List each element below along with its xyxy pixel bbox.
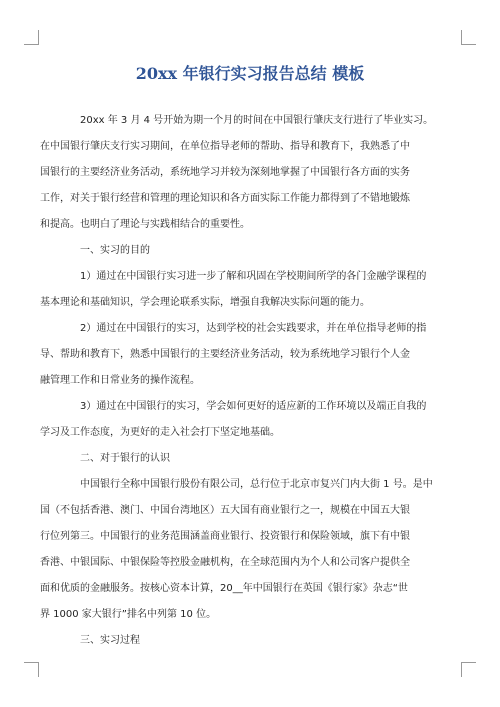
section-heading	[60, 446, 444, 472]
text-line: 20xx 年 3 月 4 号开始为期一个月的时间在中国银行肇庆支行进行了毕业实习。	[80, 115, 434, 126]
text-line: 中国银行全称中国银行股份有限公司，总行位于北京市复兴门内大街 1 号。是中	[80, 479, 433, 490]
text-line: 工作，对关于银行经营和管理的理论知识和各方面实际工作能力都得到了不错地锻炼	[40, 193, 410, 204]
crop-mark-bottom-left	[24, 662, 39, 677]
paragraph	[40, 108, 444, 238]
paragraph	[40, 264, 444, 316]
text-line: 二、对于银行的认识	[80, 453, 170, 464]
text-line: 香港、中银国际、中银保险等控股金融机构，在全球范围内为个人和公司客户提供全	[40, 557, 410, 568]
crop-mark-top-left	[24, 30, 39, 45]
text-line: 和提高。也明白了理论与实践相结合的重要性。	[40, 219, 250, 230]
crop-mark-top-right	[461, 30, 476, 45]
text-line: 一、实习的目的	[80, 245, 150, 256]
text-line: 界 1000 家大银行”排名中列第 10 位。	[40, 609, 217, 620]
text-line: 国（不包括香港、澳门、中国台湾地区）五大国有商业银行之一，规模在中国五大银	[40, 505, 410, 516]
text-line: 国银行的主要经济业务活动，系统地学习并较为深刻地掌握了中国银行各方面的实务	[40, 167, 410, 178]
paragraph	[40, 316, 444, 394]
text-line: 行位列第三。中国银行的业务范围涵盖商业银行、投资银行和保险领域，旗下有中银	[40, 531, 410, 542]
text-line: 基本理论和基础知识，学会理论联系实际，增强自我解决实际问题的能力。	[40, 297, 370, 308]
text-line: 学习及工作态度，为更好的走入社会打下坚定地基础。	[40, 427, 280, 438]
text-line: 在中国银行肇庆支行实习期间，在单位指导老师的帮助、指导和教育下，我熟悉了中	[40, 141, 410, 152]
paragraph	[40, 472, 444, 628]
text-line: 融管理工作和日常业务的操作流程。	[40, 375, 200, 386]
text-line: 导、帮助和教育下，熟悉中国银行的主要经济业务活动，较为系统地学习银行个人金	[40, 349, 410, 360]
text-line: 面和优质的金融服务。按核心资本计算，20__年中国银行在英国《银行家》杂志“世	[40, 583, 408, 594]
paragraph	[40, 394, 444, 446]
text-line: 1）通过在中国银行实习进一步了解和巩固在学校期间所学的各门金融学课程的	[80, 271, 427, 282]
crop-mark-bottom-right	[461, 662, 476, 677]
text-line: 三、实习过程	[80, 635, 140, 646]
document-title: 20xx 年银行实习报告总结 模板	[135, 64, 365, 83]
document-body	[40, 108, 444, 654]
section-heading	[60, 628, 444, 654]
text-line: 3）通过在中国银行的实习，学会如何更好的适应新的工作环境以及端正自我的	[80, 401, 427, 412]
text-line: 2）通过在中国银行的实习，达到学校的社会实践要求，并在单位指导老师的指	[80, 323, 427, 334]
section-heading	[60, 238, 444, 264]
